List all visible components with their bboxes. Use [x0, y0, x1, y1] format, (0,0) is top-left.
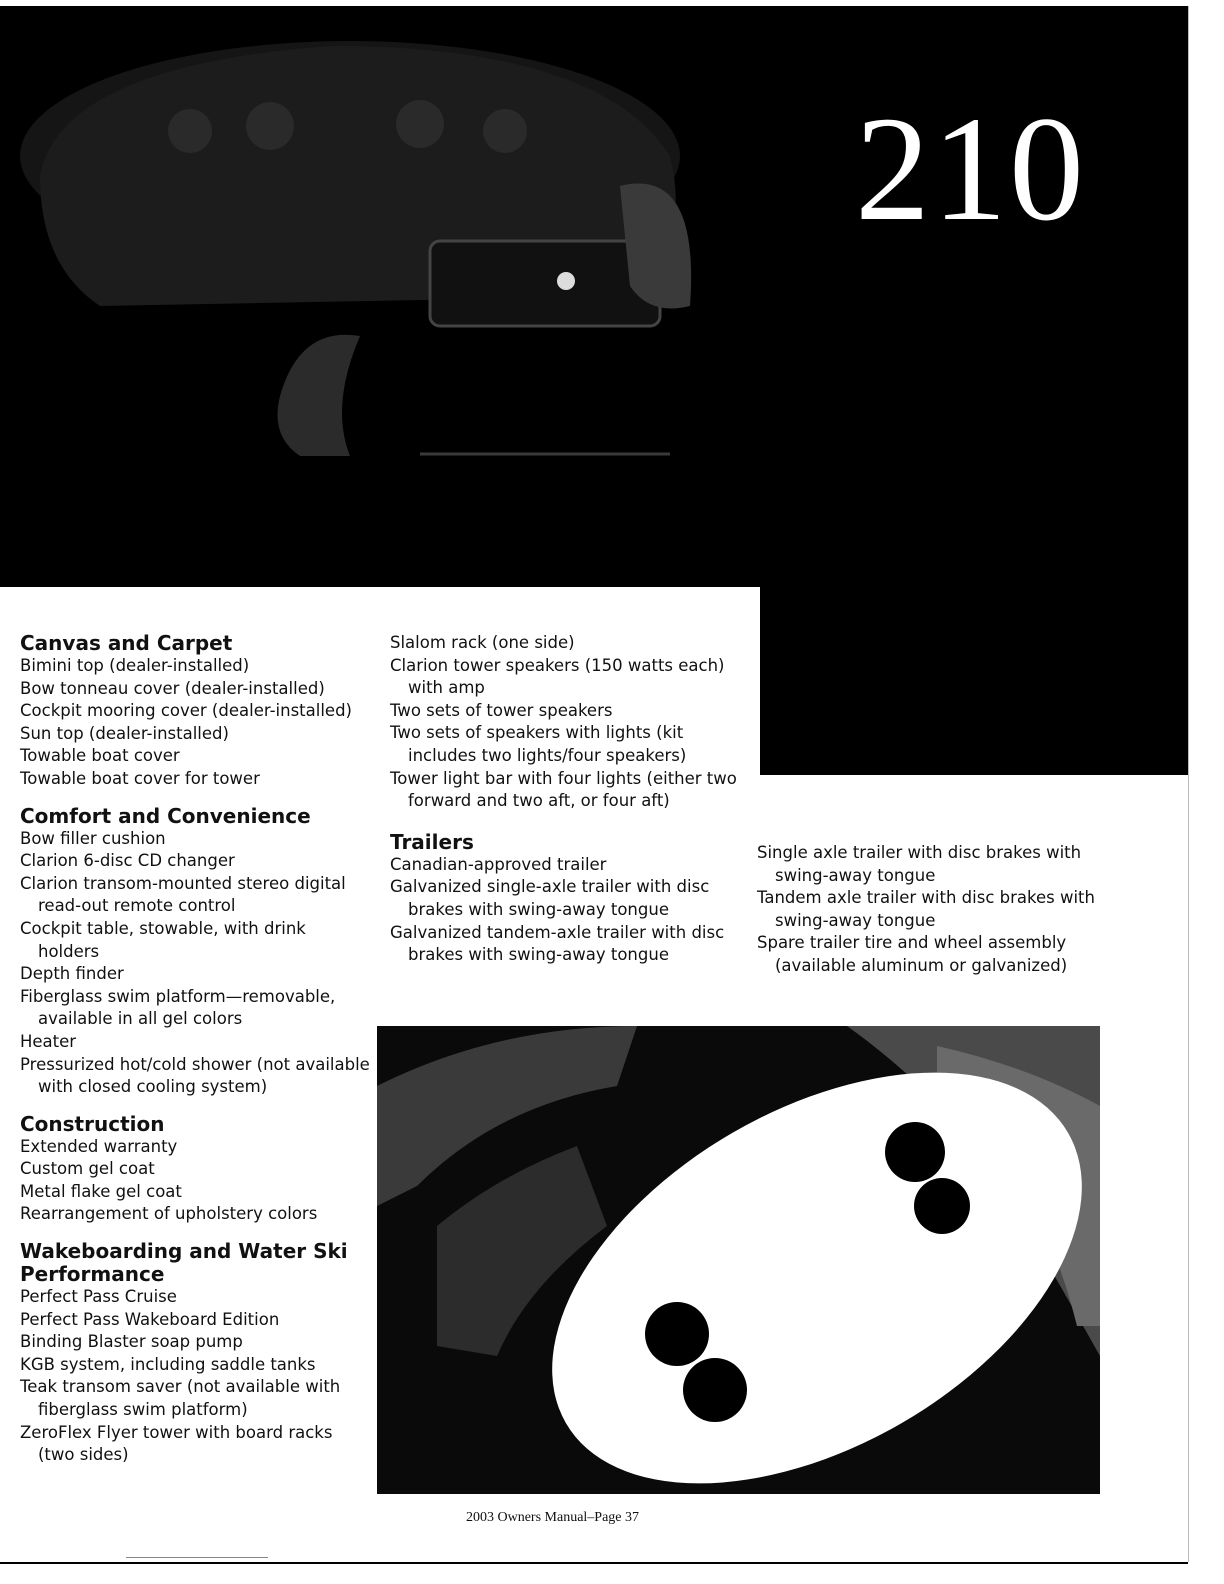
page-footer: 2003 Owners Manual–Page 37 — [465, 1510, 640, 1525]
list-item: Teak transom saver (not available with fiberglass swim platform) — [20, 1377, 341, 1420]
list-item: Heater — [20, 1031, 77, 1051]
list-item: Clarion tower speakers (150 watts each) with amp — [390, 655, 725, 698]
list-item: Bow tonneau cover (dealer-installed) — [20, 678, 325, 698]
section-heading: Construction — [20, 1111, 165, 1136]
list-item: Towable boat cover for tower — [20, 768, 260, 788]
list-item: Metal flake gel coat — [20, 1181, 182, 1201]
section-construction — [20, 1113, 370, 1226]
section-tower-continued — [390, 632, 740, 813]
section-trailers — [390, 831, 740, 967]
list-item: Extended warranty — [20, 1136, 178, 1156]
list-item: Bimini top (dealer-installed) — [20, 656, 250, 675]
options-column-right — [757, 842, 1107, 978]
section-wakeboarding — [20, 1240, 370, 1467]
section-heading: Canvas and Carpet — [20, 631, 233, 655]
options-column-left — [20, 632, 370, 1481]
section-heading: Comfort and Convenience — [20, 803, 311, 828]
bottom-rule — [0, 1562, 1188, 1564]
list-item: Towable boat cover — [20, 746, 180, 766]
list-item: Canadian-approved trailer — [390, 854, 607, 874]
footer-blue-rule — [126, 1557, 268, 1558]
cockpit-table-photo — [377, 1026, 1100, 1494]
list-item: Cockpit table, stowable, with drink holders — [20, 918, 306, 961]
section-canvas-carpet — [20, 632, 370, 791]
list-item: ZeroFlex Flyer tower with board racks (two sides) — [20, 1422, 333, 1465]
list-item: KGB system, including saddle tanks — [20, 1354, 316, 1374]
list-item: Slalom rack (one side) — [390, 633, 575, 652]
list-item: Cockpit mooring cover (dealer-installed) — [20, 701, 352, 721]
list-item: Sun top (dealer-installed) — [20, 723, 229, 743]
list-item: Depth finder — [20, 964, 124, 984]
list-item: Rearrangement of upholstery colors — [20, 1204, 318, 1224]
section-heading: Trailers — [390, 829, 474, 854]
list-item: Clarion transom-mounted stereo digital read-out remote control — [20, 873, 346, 916]
list-item: Single axle trailer with disc brakes with swing-away tongue — [757, 843, 1082, 885]
list-item: Two sets of speakers with lights (kit includes two lights/four speakers) — [390, 723, 687, 765]
list-item: Clarion 6-disc CD changer — [20, 851, 235, 871]
list-item: Perfect Pass Wakeboard Edition — [20, 1309, 280, 1329]
model-number: 210 — [855, 86, 1086, 252]
list-item: Pressurized hot/cold shower (not available with closed cooling system) — [20, 1054, 370, 1097]
list-item: Binding Blaster soap pump — [20, 1332, 243, 1352]
list-item: Galvanized single-axle trailer with disc brakes with swing-away tongue — [390, 877, 710, 919]
list-item: Bow filler cushion — [20, 828, 166, 848]
list-item: Galvanized tandem-axle trailer with disc brakes with swing-away tongue — [390, 922, 725, 965]
section-heading: Wakeboarding and Water Ski Performance — [20, 1239, 348, 1287]
hero-photo-extension — [760, 587, 1188, 775]
cockpit-table-illustration — [377, 1026, 1100, 1494]
list-item: Two sets of tower speakers — [390, 700, 613, 720]
list-item: Tower light bar with four lights (either two forward and two aft, or four aft) — [390, 768, 737, 811]
list-item: Perfect Pass Cruise — [20, 1287, 177, 1307]
options-column-middle — [390, 632, 740, 981]
list-item: Custom gel coat — [20, 1159, 155, 1179]
right-edge-rule — [1188, 6, 1189, 1562]
list-item: Tandem axle trailer with disc brakes with swing-away tongue — [757, 888, 1095, 930]
hero-photo-dashboard — [0, 6, 1188, 587]
list-item: Spare trailer tire and wheel assembly (available aluminum or galvanized) — [757, 933, 1068, 975]
list-item: Fiberglass swim platform—removable, available in all gel colors — [20, 986, 336, 1029]
section-comfort-convenience — [20, 805, 370, 1099]
